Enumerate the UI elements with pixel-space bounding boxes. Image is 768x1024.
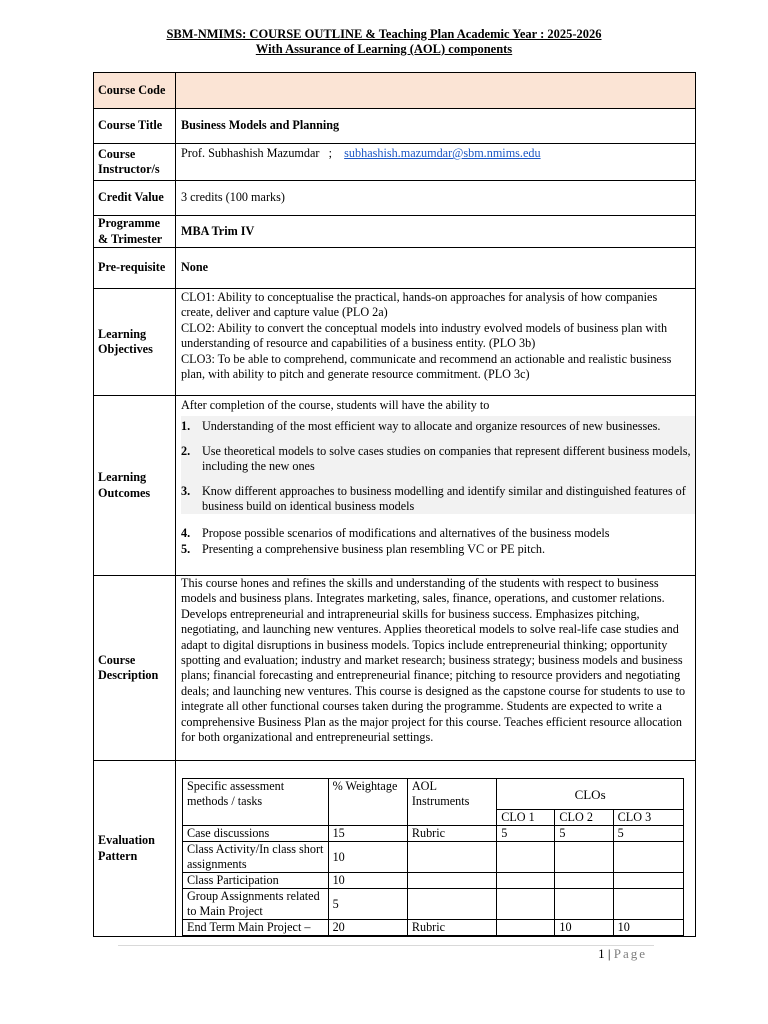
course-title-label: Course Title (94, 109, 176, 144)
evaluation-row: Class Participation 10 (183, 873, 684, 889)
document-title: SBM-NMIMS: COURSE OUTLINE & Teaching Plan Academic Year : 2025-2026 (166, 27, 602, 41)
evaluation-pattern-row (94, 761, 696, 937)
learning-objectives-row (94, 289, 696, 396)
evaluation-pattern-content (176, 761, 696, 937)
course-description-label: Course Description (94, 576, 176, 761)
evaluation-pattern-label: Evaluation Pattern (94, 761, 176, 937)
objective-item: CLO3: To be able to comprehend, communicate and recommend an actionable and realistic business plan, with ability to pitch and generate resource commitment. (PLO 3c) (181, 351, 672, 382)
learning-objectives-label: Learning Objectives (94, 289, 176, 396)
credit-value-label: Credit Value (94, 181, 176, 216)
outcome-item: 2. Use theoretical models to solve cases studies on companies that represent different business models, including the new ones (181, 443, 691, 474)
outcome-item: 3. Know different approaches to business modelling and identify similar and distinguished features of business build on identical business models (181, 483, 686, 514)
header-aol: AOL Instruments (407, 779, 496, 826)
header-clo3: CLO 3 (613, 810, 683, 826)
course-description-text: This course hones and refines the skills and understanding of the students with respect to business models and business plans. Integrates marketing, sales, finance, operations, and customer relations. Develops entrepreneurial and intrapreneurial skills for business success. Emphasizes pitching, negotiating, and launching new ventures. Applies theoretical models to solve real-life case studies and adapt to digital disruptions in business models. Topics include entrepreneurial thinking; opportunity spotting and evaluation; industry and market research; business strategy; business models and business plans; financial forecasting and entrepreneurial finance; pitching to resource providers and negotiating deals; and launching new ventures. This course is designed as the capstone course for students to use to integrate all other functional courses taken during the programme. Students are expected to write a comprehensive Business Plan as the major project for this course. Teaches efficient resource allocation for both organizational and entrepreneurial settings. (176, 576, 696, 761)
header-clos: CLOs (497, 779, 684, 810)
course-code-row (94, 73, 696, 109)
learning-objectives-content (176, 289, 696, 396)
programme-label: Programme & Trimester (94, 216, 176, 248)
outcomes-list-shaded (181, 416, 695, 514)
header-clo1: CLO 1 (497, 810, 555, 826)
page-number (598, 946, 647, 962)
course-title-row (94, 109, 696, 144)
prerequisite-row (94, 248, 696, 289)
outcome-item: 1. Understanding of the most efficient way to allocate and organize resources of new businesses. (181, 419, 661, 434)
course-instructor-row (94, 144, 696, 181)
instructor-email-link[interactable]: subhashish.mazumdar@sbm.nmims.edu (344, 146, 541, 160)
instructor-separator: ; (328, 146, 332, 160)
evaluation-row: End Term Main Project – 20 Rubric 10 10 (183, 920, 684, 936)
course-instructor-label: Course Instructor/s (94, 144, 176, 181)
credit-value-row (94, 181, 696, 216)
learning-outcomes-label: Learning Outcomes (94, 396, 176, 576)
course-instructor-value (176, 144, 696, 181)
prerequisite-label: Pre-requisite (94, 248, 176, 289)
course-code-label: Course Code (94, 73, 176, 109)
prerequisite-value: None (176, 248, 696, 289)
outcome-item: 4. Propose possible scenarios of modifications and alternatives of the business models (181, 526, 610, 541)
course-outline-table (93, 72, 696, 937)
course-title-value: Business Models and Planning (176, 109, 696, 144)
footer-divider (118, 945, 654, 946)
evaluation-table (182, 778, 684, 936)
header-weightage: % Weightage (328, 779, 407, 826)
header-clo2: CLO 2 (555, 810, 613, 826)
programme-row (94, 216, 696, 248)
page-word: Page (613, 946, 647, 961)
credit-value-text: 3 credits (100 marks) (176, 181, 696, 216)
evaluation-header-row (183, 779, 684, 810)
outcome-item: 5. Presenting a comprehensive business plan resembling VC or PE pitch. (181, 541, 545, 556)
evaluation-row: Case discussions 15 Rubric 5 5 5 (183, 826, 684, 842)
page-number-value: 1 (598, 946, 605, 961)
programme-value: MBA Trim IV (176, 216, 696, 248)
instructor-name: Prof. Subhashish Mazumdar (181, 146, 320, 160)
page-separator: | (607, 946, 611, 961)
outcomes-intro: After completion of the course, students will have the ability to (181, 398, 490, 412)
learning-outcomes-content (176, 396, 696, 576)
course-description-row (94, 576, 696, 761)
learning-outcomes-row (94, 396, 696, 576)
course-code-value (176, 73, 696, 109)
document-subtitle: With Assurance of Learning (AOL) components (255, 42, 513, 56)
objective-item: CLO1: Ability to conceptualise the practical, hands-on approaches for analysis of how companies create, deliver and capture value (PLO 2a) (181, 290, 658, 320)
evaluation-row: Group Assignments related to Main Project 5 (183, 889, 684, 920)
outcomes-list (181, 526, 690, 557)
objective-item: CLO2: Ability to convert the conceptual models into industry evolved models of business plan with understanding of resource and capabilities of a business entity. (PLO 3b) (181, 320, 668, 351)
evaluation-row: Class Activity/In class short assignments 10 (183, 842, 684, 873)
header-method: Specific assessment methods / tasks (183, 779, 329, 826)
